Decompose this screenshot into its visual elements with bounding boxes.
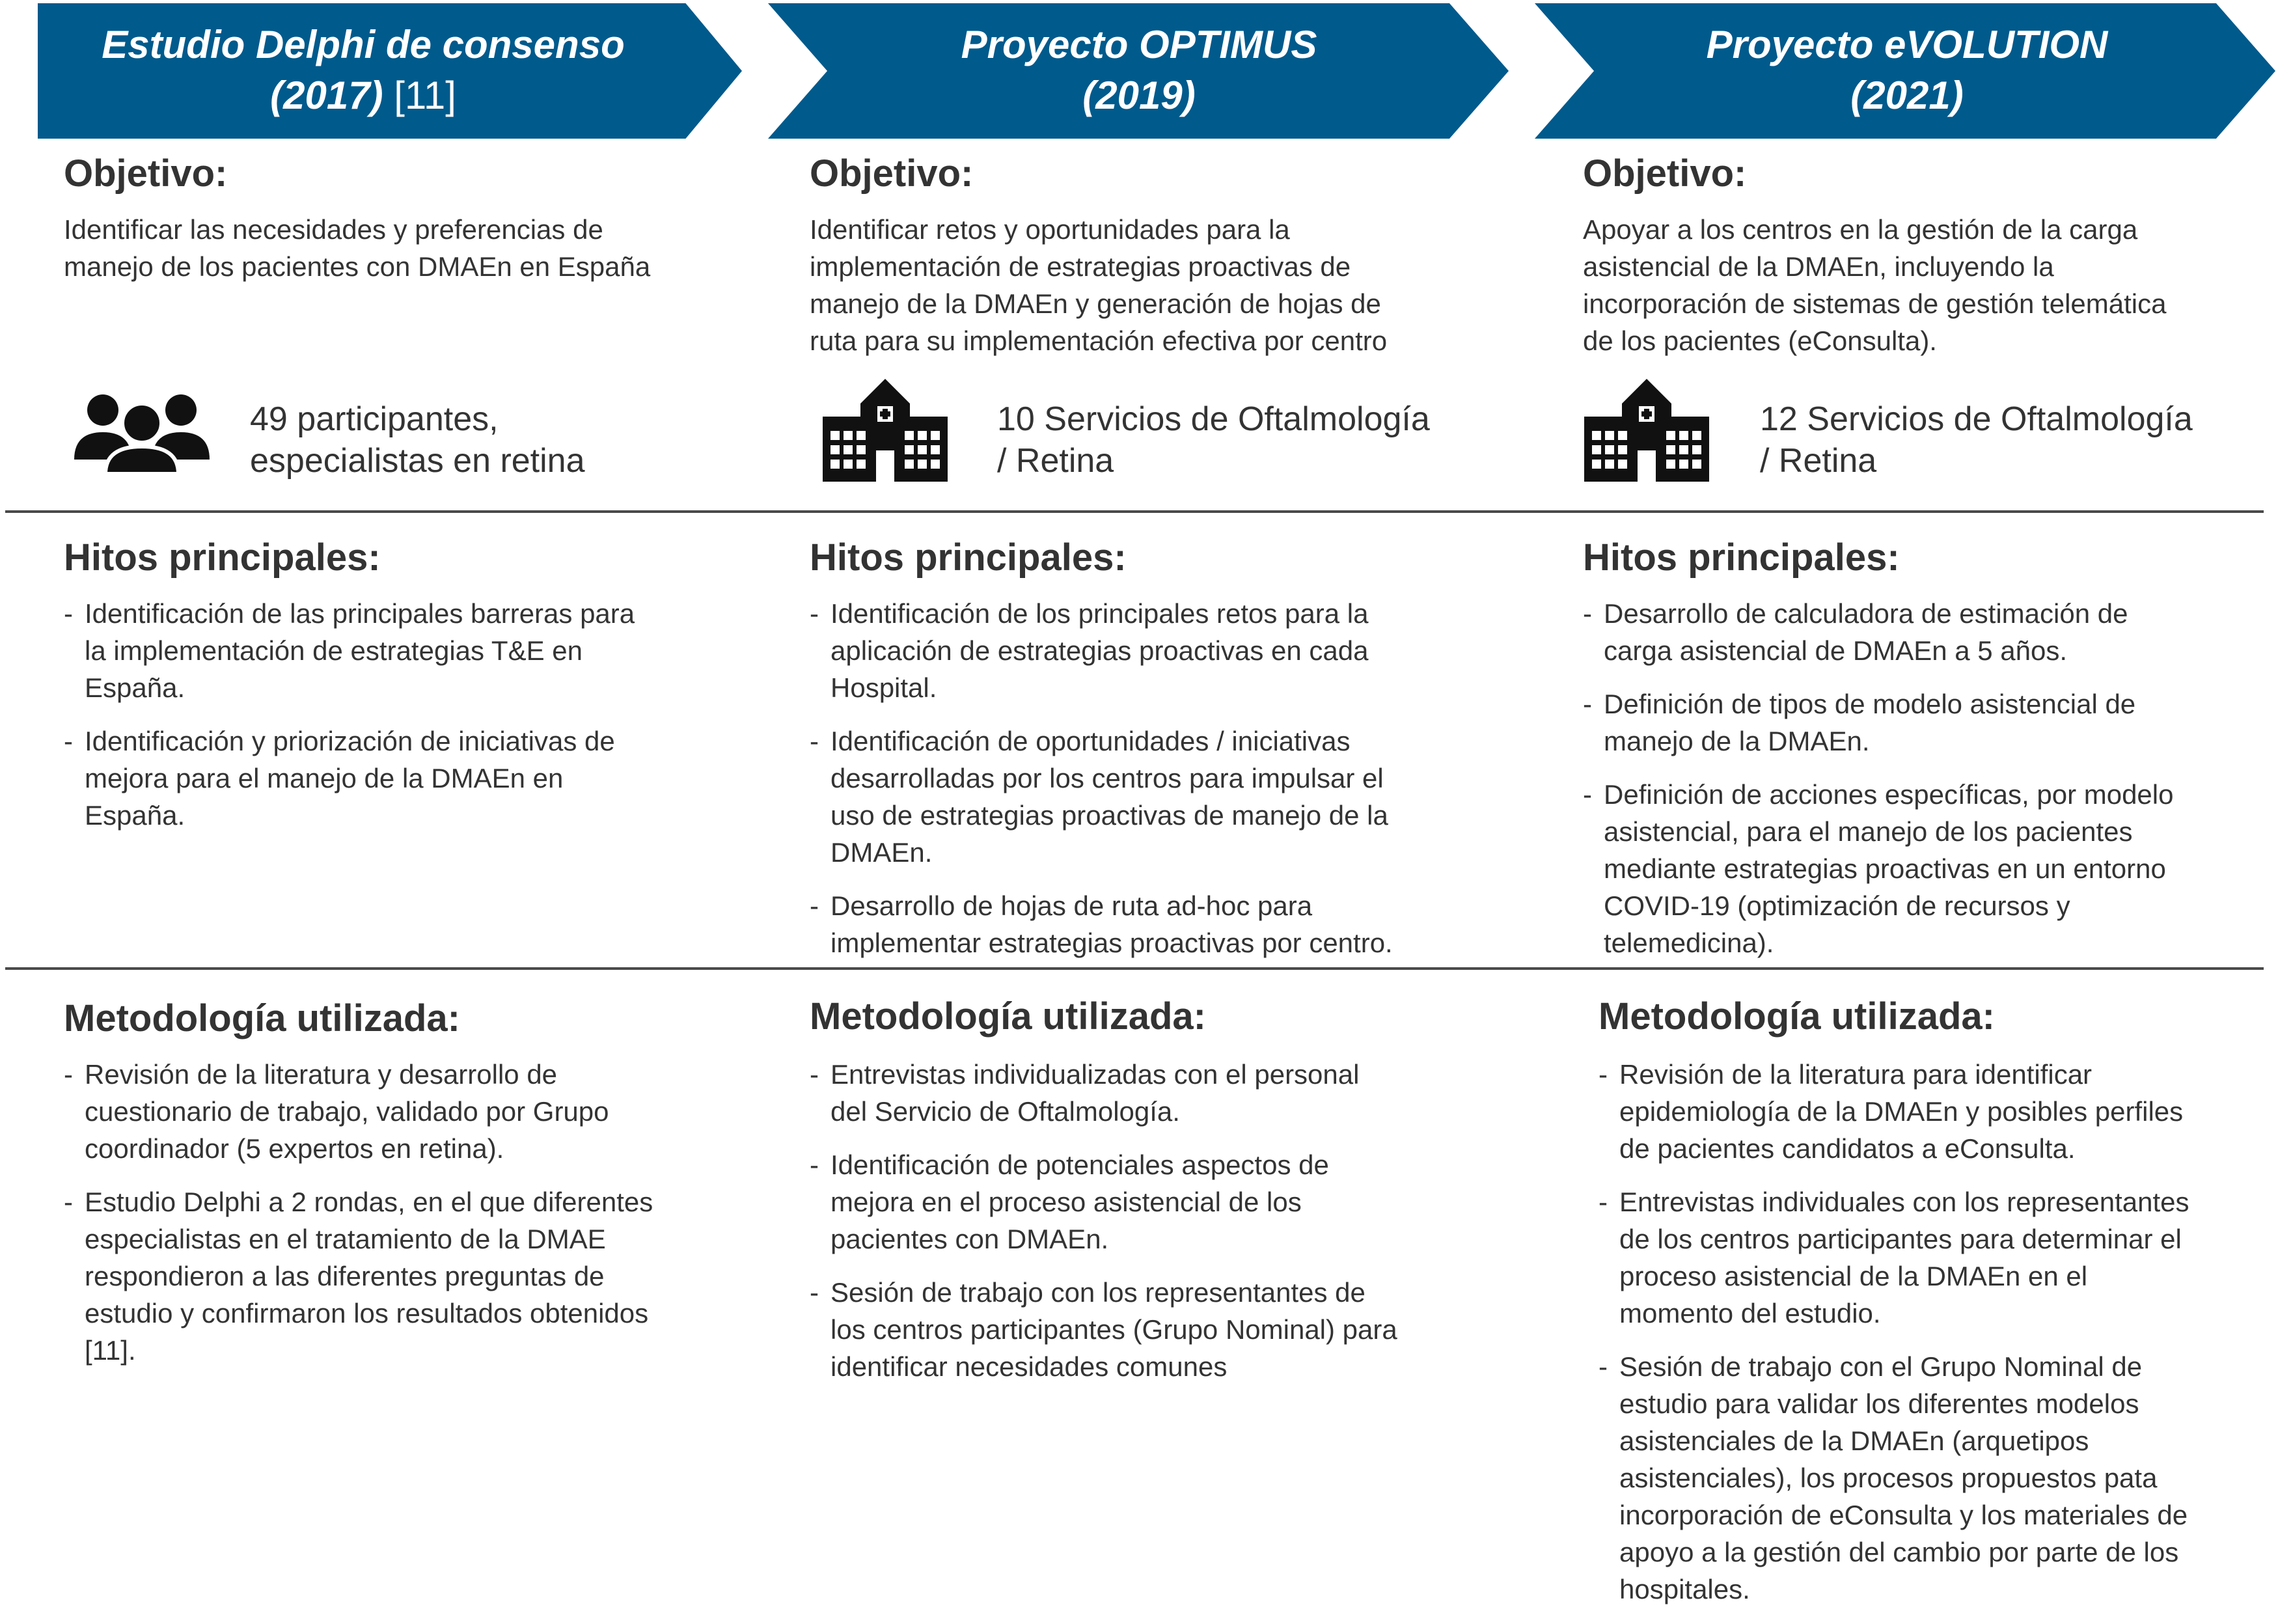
objective-text: Identificar retos y oportunidades para la implementación de estrategias proactivas de manejo de la DMAEn y generación de hojas de ruta para su implementación efectiva por centro	[810, 214, 1388, 356]
objetivo-heading: Objetivo:	[1583, 152, 1747, 195]
objetivo-heading: Objetivo:	[64, 152, 228, 195]
hospital-icon	[821, 378, 949, 486]
people-group-icon	[73, 387, 211, 477]
metodologia-list	[810, 1056, 1397, 1401]
metodologia-item: - Sesión de trabajo con el Grupo Nominal de estudio para validar los diferentes modelos asistenciales de la DMAEn (arquetipos asistenciales), los procesos propuestos pata incorporación de eConsulta y los materiales de apoyo a la gestión del cambio por parte de los hospitales.	[1599, 1348, 2189, 1608]
hitos-heading: Hitos principales:	[1583, 536, 1900, 579]
hitos-item: - Desarrollo de hojas de ruta ad-hoc para implementar estrategias proactivas por centro.	[810, 887, 1393, 961]
header-optimus	[814, 20, 1464, 124]
metodologia-item: - Revisión de la literatura y desarrollo de cuestionario de trabajo, validado por Grupo coordinador (5 expertos en retina).	[64, 1056, 653, 1167]
header-title: Estudio Delphi de consenso	[102, 23, 625, 66]
metodologia-item: - Estudio Delphi a 2 rondas, en el que diferentes especialistas en el tratamiento de la DMAE respondieron a las diferentes preguntas de estudio y confirmaron los resultados obtenidos [11].	[64, 1183, 653, 1369]
stat-text: 12 Servicios de Oftalmología / Retina	[1760, 400, 2193, 480]
objective-text: Apoyar a los centros en la gestión de la carga asistencial de la DMAEn, incluyendo la incorporación de sistemas de gestión telemática de los pacientes (eConsulta).	[1583, 214, 2167, 356]
hitos-heading: Hitos principales:	[64, 536, 381, 579]
header-delphi	[38, 20, 689, 124]
hitos-item: - Identificación y priorización de iniciativas de mejora para el manejo de la DMAEn en España.	[64, 723, 635, 834]
stat-text: 10 Servicios de Oftalmología / Retina	[997, 400, 1430, 480]
header-evolution	[1582, 20, 2232, 124]
metodologia-list	[1599, 1056, 2189, 1624]
header-reference: [11]	[394, 74, 456, 117]
hospital-icon	[1583, 378, 1710, 486]
hitos-heading: Hitos principales:	[810, 536, 1127, 579]
hitos-list	[1583, 595, 2173, 978]
hitos-list	[64, 595, 635, 850]
objetivo-heading: Objetivo:	[810, 152, 974, 195]
hitos-item: - Definición de tipos de modelo asistencial de manejo de la DMAEn.	[1583, 685, 2173, 760]
objective-text: Identificar las necesidades y preferencias de manejo de los pacientes con DMAEn en España	[64, 214, 651, 282]
hitos-item: - Identificación de las principales barreras para la implementación de estrategias T&E en España.	[64, 595, 635, 706]
metodologia-heading: Metodología utilizada:	[64, 997, 460, 1039]
metodologia-heading: Metodología utilizada:	[1599, 995, 1995, 1038]
metodologia-item: - Entrevistas individuales con los representantes de los centros participantes para determinar el proceso asistencial de la DMAEn en el momento del estudio.	[1599, 1183, 2189, 1332]
hitos-item: - Definición de acciones específicas, por modelo asistencial, para el manejo de los pacientes mediante estrategias proactivas en un entorno COVID-19 (optimización de recursos y telemedicina).	[1583, 776, 2173, 961]
header-year: (2017)	[270, 74, 383, 117]
metodologia-item: - Identificación de potenciales aspectos de mejora en el proceso asistencial de los pacientes con DMAEn.	[810, 1146, 1397, 1258]
header-title: Proyecto eVOLUTION	[1706, 23, 2108, 66]
metodologia-item: - Revisión de la literatura para identificar epidemiología de la DMAEn y posibles perfiles de pacientes candidatos a eConsulta.	[1599, 1056, 2189, 1167]
hitos-list	[810, 595, 1393, 978]
hitos-item: - Desarrollo de calculadora de estimación de carga asistencial de DMAEn a 5 años.	[1583, 595, 2173, 669]
metodologia-heading: Metodología utilizada:	[810, 995, 1206, 1038]
section-divider	[5, 967, 2264, 970]
section-divider	[5, 510, 2264, 513]
metodologia-item: - Entrevistas individualizadas con el personal del Servicio de Oftalmología.	[810, 1056, 1397, 1130]
header-year: (2021)	[1850, 74, 1964, 117]
stat-text: 49 participantes, especialistas en retina	[250, 400, 585, 480]
hitos-item: - Identificación de los principales retos para la aplicación de estrategias proactivas en cada Hospital.	[810, 595, 1393, 706]
metodologia-list	[64, 1056, 653, 1385]
hitos-item: - Identificación de oportunidades / iniciativas desarrolladas por los centros para impulsar el uso de estrategias proactivas de manejo de la DMAEn.	[810, 723, 1393, 871]
metodologia-item: - Sesión de trabajo con los representantes de los centros participantes (Grupo Nominal) para identificar necesidades comunes	[810, 1274, 1397, 1385]
header-year: (2019)	[1082, 74, 1196, 117]
header-title: Proyecto OPTIMUS	[961, 23, 1317, 66]
